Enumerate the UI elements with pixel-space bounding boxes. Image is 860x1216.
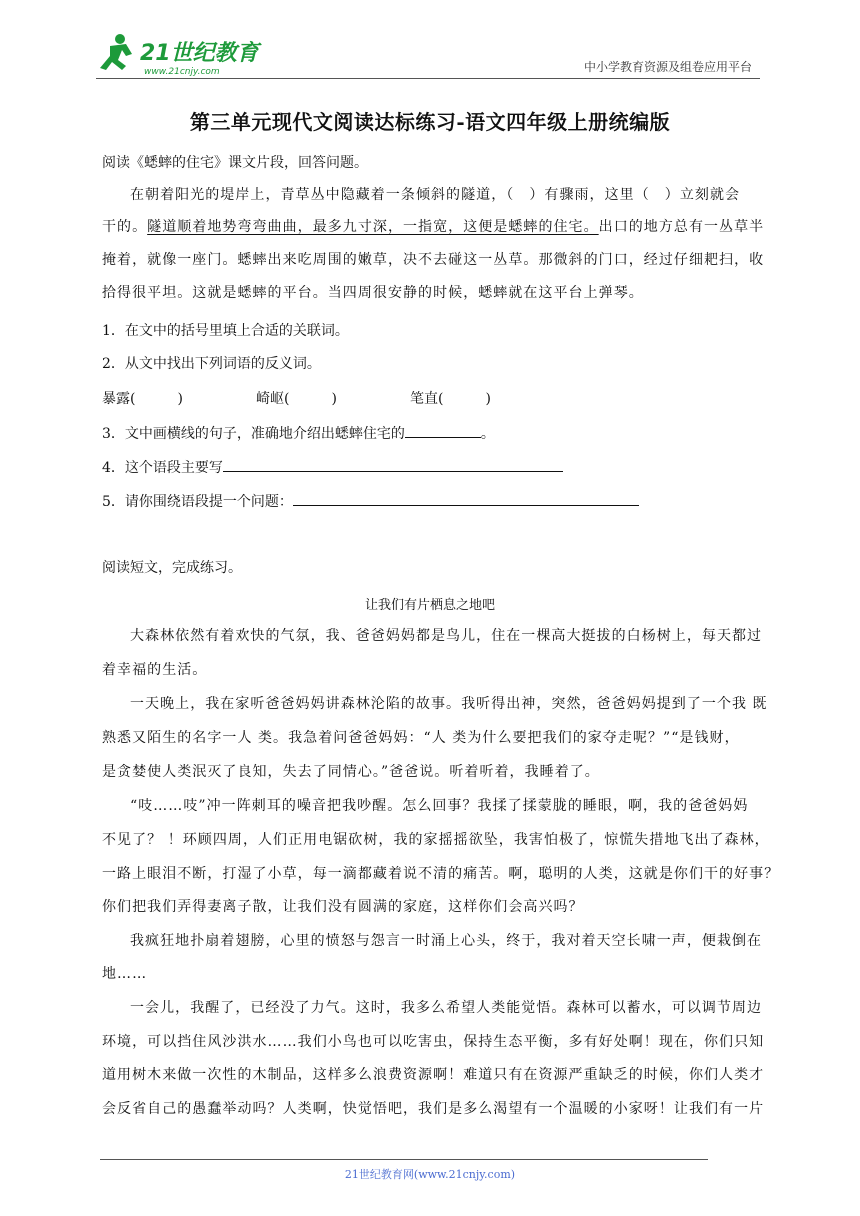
part1-intro: 阅读《蟋蟀的住宅》课文片段，回答问题。 <box>102 155 368 171</box>
page-title: 第三单元现代文阅读达标练习-语文四年级上册统编版 <box>189 110 671 134</box>
story-line: 不见了？ ！环顾四周，人们正用电锯砍树，我的家摇摇欲坠，我害怕极了，惊慌失措地飞出了森林， <box>102 832 770 848</box>
story-line: 一会儿，我醒了，已经没了力气。这时，我多么希望人类能觉悟。森林可以蓄水，可以调节周边 <box>130 1000 763 1016</box>
story-title: 让我们有片栖息之地吧 <box>364 598 495 613</box>
answer-blank[interactable] <box>293 491 639 506</box>
passage1-line: 干的。隧道顺着地势弯弯曲曲，最多九寸深，一指宽，这便是蟋蟀的住宅。出口的地方总有一丛草半 <box>102 219 765 235</box>
answer-blank[interactable] <box>405 423 481 438</box>
question-2: 2．从文中找出下列词语的反义词。 <box>102 356 321 372</box>
logo-url: www.21cnjy.com <box>144 67 220 77</box>
answer-blank[interactable] <box>223 457 563 472</box>
story-line: 着幸福的生活。 <box>102 662 208 678</box>
passage1-line: 掩着，就像一座门。蟋蟀出来吃周围的嫩草，决不去碰这一丛草。那微斜的门口，经过仔细耙扫，收 <box>102 252 765 268</box>
story-line: 是贪婪使人类泯灭了良知，失去了同情心。”爸爸说。听着听着，我睡着了。 <box>102 764 600 780</box>
story-line: 熟悉又陌生的名字一人 类。我急着问爸爸妈妈：“人 类为什么要把我们的家夺走呢？”“是钱财， <box>102 730 740 746</box>
antonym-item: 笔直( ) <box>410 391 491 407</box>
question-3: 3．文中画横线的句子，准确地介绍出蟋蟀住宅的 。 <box>102 423 495 443</box>
antonym-item: 崎岖( ) <box>256 391 337 407</box>
question-4: 4．这个语段主要写 <box>102 457 563 477</box>
story-line: 会反省自己的愚蠢举动吗？人类啊，快觉悟吧，我们是多么渴望有一个温暖的小家呀！让我们有一片 <box>102 1101 765 1117</box>
part2-intro: 阅读短文，完成练习。 <box>102 560 242 576</box>
story-line: 你们把我们弄得妻离子散，让我们没有圆满的家庭，这样你们会高兴吗？ <box>102 899 584 915</box>
header-divider <box>96 78 760 79</box>
passage1-line: 拾得很平坦。这就是蟋蟀的平台。当四周很安静的时候，蟋蟀就在这平台上弹琴。 <box>102 285 644 301</box>
footer-link[interactable]: 21世纪教育网(www.21cnjy.com) <box>344 1168 516 1181</box>
platform-label: 中小学教育资源及组卷应用平台 <box>583 60 752 74</box>
story-line: 道用树木来做一次性的木制品，这样多么浪费资源啊！难道只有在资源严重缺乏的时候，你们人类才 <box>102 1067 765 1083</box>
logo-text: 21世纪教育 <box>140 41 259 66</box>
story-line: 地…… <box>102 966 148 982</box>
story-line: 环境，可以挡住风沙洪水……我们小鸟也可以吃害虫，保持生态平衡，多有好处啊！现在，你们只知 <box>102 1034 765 1050</box>
antonym-item: 暴露( ) <box>102 391 183 407</box>
underlined-sentence: 隧道顺着地势弯弯曲曲，最多九寸深，一指宽，这便是蟋蟀的住宅。 <box>147 219 599 235</box>
story-line: 我疯狂地扑扇着翅膀，心里的愤怒与怨言一时涌上心头，终于，我对着天空长啸一声，便栽倒在 <box>130 933 763 949</box>
story-line: “吱……吱”冲一阵刺耳的噪音把我吵醒。怎么回事？我揉了揉蒙胧的睡眼，啊，我的爸爸妈妈 <box>130 798 749 814</box>
question-1: 1．在文中的括号里填上合适的关联词。 <box>102 323 349 339</box>
question-5: 5．请你围绕语段提一个问题： <box>102 491 639 511</box>
story-line: 一天晚上，我在家听爸爸妈妈讲森林沦陷的故事。我听得出神，突然，爸爸妈妈提到了一个我 既 <box>130 696 768 712</box>
story-line: 大森林依然有着欢快的气氛，我、爸爸妈妈都是鸟儿，住在一棵高大挺拔的白杨树上，每天都过 <box>130 628 763 644</box>
story-line: 一路上眼泪不断，打湿了小草，每一滴都藏着说不清的痛苦。啊，聪明的人类，这就是你们干的好事？ <box>102 866 780 882</box>
passage1-line: 在朝着阳光的堤岸上，青草丛中隐藏着一条倾斜的隧道，（ ）有骤雨，这里（ ）立刻就会 <box>130 187 741 203</box>
footer-divider <box>100 1159 708 1160</box>
site-logo <box>96 30 266 78</box>
